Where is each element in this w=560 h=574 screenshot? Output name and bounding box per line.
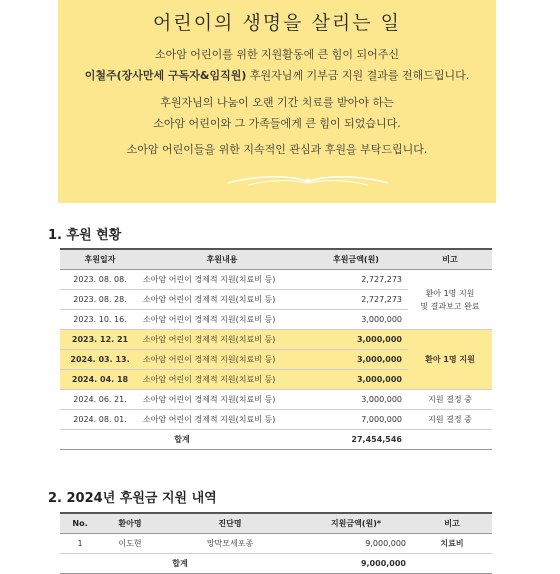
table-total-row <box>60 430 492 450</box>
row-content: 소아암 어린이 경제적 지원(치료비 등) <box>140 290 304 310</box>
col-header-no: No. <box>60 513 100 534</box>
total-label: 합계 <box>60 554 300 574</box>
row-note-group-2: 환아 1명 지원 <box>408 330 492 390</box>
row-diagnosis: 망막모세포종 <box>160 534 300 554</box>
row-content: 소아암 어린이 경제적 지원(치료비 등) <box>140 390 304 410</box>
col-header-note: 비고 <box>408 249 492 270</box>
donation-status-table <box>60 248 492 450</box>
banner-line-2-rest: 후원자님께 기부금 지원 결과를 전해드립니다. <box>246 69 470 82</box>
thank-you-banner <box>58 0 496 203</box>
banner-line-5: 소아암 어린이들을 위한 지속적인 관심과 후원을 부탁드립니다. <box>126 143 428 156</box>
row-amount: 2,727,273 <box>304 270 408 290</box>
section1-title: 1. 후원 현황 <box>48 228 122 243</box>
col-header-content: 후원내용 <box>140 249 304 270</box>
table-row <box>60 410 492 430</box>
row-note: 치료비 <box>412 534 492 554</box>
row-content: 소아암 어린이 경제적 지원(치료비 등) <box>140 370 304 390</box>
row-amount: 3,000,000 <box>304 330 408 350</box>
row-amount: 3,000,000 <box>304 390 408 410</box>
banner-line-4: 소아암 어린이와 그 가족들에게 큰 힘이 되었습니다. <box>153 117 401 130</box>
donor-name: 이철주(장사만세 구독자&임직원) <box>84 69 247 82</box>
total-note-empty <box>412 554 492 574</box>
row-date: 2023. 08. 28. <box>60 290 140 310</box>
row-content: 소아암 어린이 경제적 지원(치료비 등) <box>140 330 304 350</box>
total-amount: 27,454,546 <box>304 430 408 450</box>
banner-title: 어린이의 생명을 살리는 일 <box>152 12 401 34</box>
col-header-name: 환아명 <box>100 513 160 534</box>
row-content: 소아암 어린이 경제적 지원(치료비 등) <box>140 310 304 330</box>
table-header-row <box>60 513 492 534</box>
row-amount: 3,000,000 <box>304 350 408 370</box>
flourish-ornament <box>218 171 398 191</box>
row-date: 2024. 03. 13. <box>60 350 140 370</box>
table-header-row <box>60 249 492 270</box>
total-note-empty <box>408 430 492 450</box>
table-row <box>60 534 492 554</box>
row-date: 2024. 06. 21. <box>60 390 140 410</box>
row-amount: 7,000,000 <box>304 410 408 430</box>
row-amount: 2,727,273 <box>304 290 408 310</box>
total-label: 합계 <box>60 430 304 450</box>
row-date: 2023. 08. 08. <box>60 270 140 290</box>
row-content: 소아암 어린이 경제적 지원(치료비 등) <box>140 410 304 430</box>
banner-line-3: 후원자님의 나눔이 오랜 기간 치료를 받아야 하는 <box>160 96 394 109</box>
row-note: 지원 결정 중 <box>408 410 492 430</box>
row-content: 소아암 어린이 경제적 지원(치료비 등) <box>140 350 304 370</box>
row-amount: 3,000,000 <box>304 370 408 390</box>
support-details-table <box>60 512 492 574</box>
section2-title: 2. 2024년 후원금 지원 내역 <box>48 491 217 506</box>
row-date: 2024. 04. 18 <box>60 370 140 390</box>
table-row-highlighted <box>60 330 492 350</box>
table-row <box>60 270 492 290</box>
table-row <box>60 390 492 410</box>
row-date: 2023. 12. 21 <box>60 330 140 350</box>
col-header-amount: 후원금액(원) <box>304 249 408 270</box>
banner-line-2 <box>58 67 496 83</box>
row-note: 지원 결정 중 <box>408 390 492 410</box>
col-header-support-amount: 지원금액(원)* <box>300 513 412 534</box>
row-date: 2024. 08. 01. <box>60 410 140 430</box>
table-total-row <box>60 554 492 574</box>
col-header-note: 비고 <box>412 513 492 534</box>
row-no: 1 <box>60 534 100 554</box>
banner-line-1: 소아암 어린이를 위한 지원활동에 큰 힘이 되어주신 <box>154 48 400 61</box>
row-amount: 9,000,000 <box>300 534 412 554</box>
row-content: 소아암 어린이 경제적 지원(치료비 등) <box>140 270 304 290</box>
row-date: 2023. 10. 16. <box>60 310 140 330</box>
col-header-date: 후원일자 <box>60 249 140 270</box>
total-amount: 9,000,000 <box>300 554 412 574</box>
row-patient-name: 이도현 <box>100 534 160 554</box>
row-amount: 3,000,000 <box>304 310 408 330</box>
col-header-diagnosis: 진단명 <box>160 513 300 534</box>
row-note-group-1: 환아 1명 지원 및 결과보고 완료 <box>408 270 492 330</box>
